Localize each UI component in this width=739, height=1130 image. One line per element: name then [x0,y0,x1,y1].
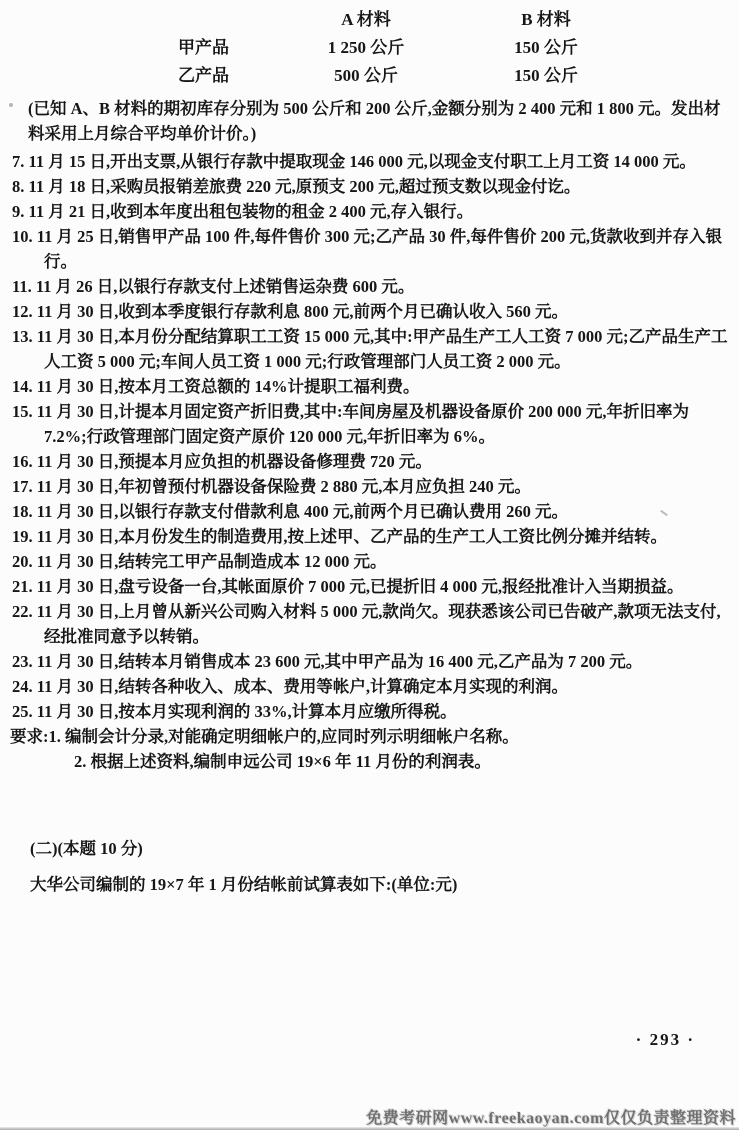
transaction-item-12: 12. 11 月 30 日,收到本季度银行存款利息 800 元,前两个月已确认收入 560 元。 [12,302,568,321]
transaction-item-7: 7. 11 月 15 日,开出支票,从银行存款中提取现金 146 000 元,以现金支付职工上月工资 14 000 元。 [12,152,696,171]
transaction-item-25: 25. 11 月 30 日,按本月实现利润的 33%,计算本月应缴所得税。 [12,702,457,721]
cell-b-value: 150 公斤 [514,66,578,85]
table-header-material-b: B 材料 [521,10,571,29]
table-row-product-jia [166,34,636,62]
requirements-line-2: 2. 根据上述资料,编制申远公司 19×6 年 11 月份的利润表。 [74,752,491,771]
row-label: 乙产品 [178,66,229,85]
section-2-intro: 大华公司编制的 19×7 年 1 月份结帐前试算表如下:(单位:元) [30,875,458,894]
watermark-text: 免费考研网www.freekaoyan.com仅仅负责整理资料 [366,1110,736,1127]
transaction-item-14: 14. 11 月 30 日,按本月工资总额的 14%计提职工福利费。 [12,377,420,396]
page-number: · 293 · [635,1030,695,1049]
table-corner-cell [166,6,276,34]
requirements-line-1: 要求:1. 编制会计分录,对能确定明细帐户的,应同时列示明细帐户名称。 [10,727,519,746]
transaction-item-10: 10. 11 月 25 日,销售甲产品 100 件,每件售价 300 元;乙产品 30 件,每件售价 200 元,货款收到并存入银行。 [12,227,722,271]
table-row-product-yi [166,62,636,90]
transaction-item-19: 19. 11 月 30 日,本月份发生的制造费用,按上述甲、乙产品的生产工人工资比例分摊并结转。 [12,527,667,546]
transaction-item-20: 20. 11 月 30 日,结转完工甲产品制造成本 12 000 元。 [12,552,387,571]
materials-table-header-row [166,6,636,34]
transaction-item-13: 13. 11 月 30 日,本月份分配结算职工工资 15 000 元,其中:甲产品生产工人工资 7 000 元;乙产品生产工人工资 5 000 元;车间人员工资 1 000 元;行政管理部门人员工资 2 000 元。 [12,327,728,371]
transaction-item-16: 16. 11 月 30 日,预提本月应负担的机器设备修理费 720 元。 [12,452,432,471]
transaction-items-list [6,149,729,724]
transaction-item-18: 18. 11 月 30 日,以银行存款支付借款利息 400 元,前两个月已确认费用 260 元。 [12,502,568,521]
table-header-material-a: A 材料 [341,10,391,29]
cell-a-value: 500 公斤 [334,66,398,85]
row-label: 甲产品 [178,38,229,57]
cell-a-value: 1 250 公斤 [327,38,405,57]
opening-inventory-note: (已知 A、B 材料的期初库存分别为 500 公斤和 200 公斤,金额分别为 2 400 元和 1 800 元。发出材料采用上月综合平均单价计价。) [28,99,721,143]
transaction-item-11: 11. 11 月 26 日,以银行存款支付上述销售运杂费 600 元。 [12,277,415,296]
transaction-item-15: 15. 11 月 30 日,计提本月固定资产折旧费,其中:车间房屋及机器设备原价 200 000 元,年折旧率为 7.2%;行政管理部门固定资产原价 120 000 元,年折旧率为 6%。 [12,402,689,446]
section-2-heading: (二)(本题 10 分) [30,839,143,858]
transaction-item-17: 17. 11 月 30 日,年初曾预付机器设备保险费 2 880 元,本月应负担 240 元。 [12,477,531,496]
transaction-item-24: 24. 11 月 30 日,结转各种收入、成本、费用等帐户,计算确定本月实现的利润。 [12,677,568,696]
transaction-item-22: 22. 11 月 30 日,上月曾从新兴公司购入材料 5 000 元,款尚欠。现获悉该公司已告破产,款项无法支付,经批准同意予以转销。 [12,602,721,646]
cell-b-value: 150 公斤 [514,38,578,57]
transaction-item-9: 9. 11 月 21 日,收到本年度出租包装物的租金 2 400 元,存入银行。 [12,202,474,221]
transaction-item-21: 21. 11 月 30 日,盘亏设备一台,其帐面原价 7 000 元,已提折旧 4 000 元,报经批准计入当期损益。 [12,577,684,596]
scan-artifact-dot [9,103,13,107]
materials-table [166,6,636,90]
transaction-item-8: 8. 11 月 18 日,采购员报销差旅费 220 元,原预支 200 元,超过预支数以现金付讫。 [12,177,581,196]
transaction-item-23: 23. 11 月 30 日,结转本月销售成本 23 600 元,其中甲产品为 16 400 元,乙产品为 7 200 元。 [12,652,643,671]
